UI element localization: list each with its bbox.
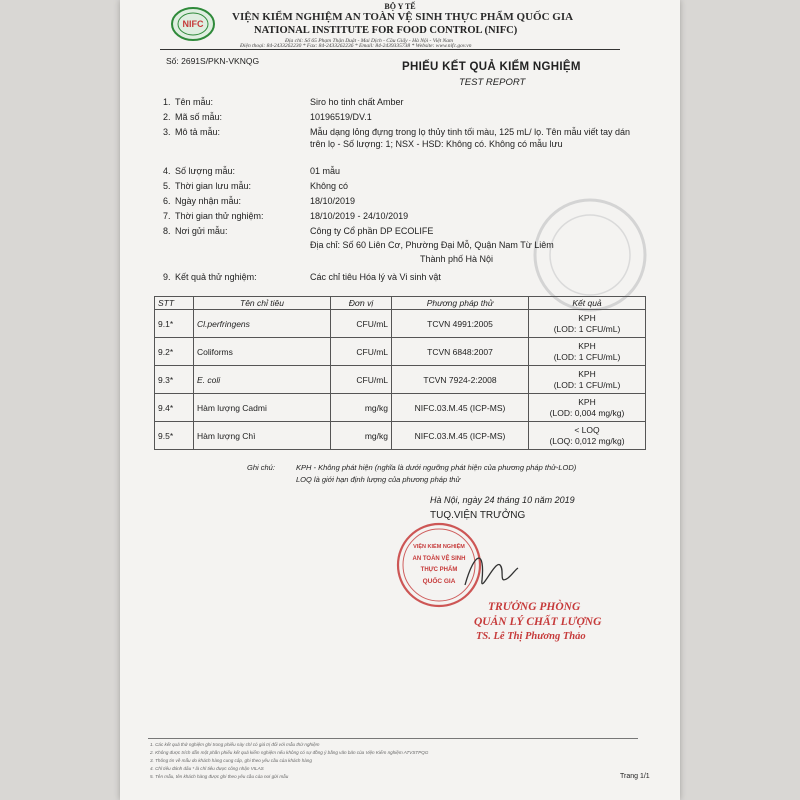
- field-num: 3.: [163, 127, 171, 137]
- cell-unit: mg/kg: [331, 394, 392, 422]
- cell-method: TCVN 4991:2005: [392, 310, 529, 338]
- field-value-sender: Công ty Cổ phần DP ECOLIFE: [310, 226, 434, 236]
- field-num: 8.: [163, 226, 171, 236]
- field-value-received-date: 18/10/2019: [310, 196, 356, 206]
- table-row: [155, 310, 646, 338]
- cell-unit: CFU/mL: [331, 338, 392, 366]
- cell-stt: 9.1*: [155, 310, 194, 338]
- place-and-date: Hà Nội, ngày 24 tháng 10 năm 2019: [430, 495, 575, 505]
- cell-method: TCVN 6848:2007: [392, 338, 529, 366]
- signatory-name: TS. Lê Thị Phương Thảo: [476, 631, 586, 642]
- footer-note: 5. Tên mẫu, tên khách hàng được ghi theo yêu cầu của nơi gửi mẫu: [150, 774, 289, 779]
- field-label-description: Mô tả mẫu:: [175, 127, 221, 137]
- note-kph: KPH - Không phát hiện (nghĩa là dưới ngưỡng phát hiện của phương pháp thử-LOD): [296, 463, 577, 472]
- cell-stt: 9.4*: [155, 394, 194, 422]
- field-value-test-result: Các chỉ tiêu Hóa lý và Vi sinh vật: [310, 272, 441, 282]
- field-num: 4.: [163, 166, 171, 176]
- column-header-result: Kết quả: [529, 297, 646, 310]
- field-label-storage-time: Thời gian lưu mẫu:: [175, 181, 251, 191]
- page-number: Trang 1/1: [620, 773, 650, 780]
- institute-contact: Điện thoại: 84-2433262230 * Fax: 84-2433262236 * Email: 84-2439335738 * Website: www.nifc.gov.vn: [240, 43, 472, 49]
- stamp-text-line: THỰC PHẨM: [420, 567, 458, 573]
- field-label-sample-name: Tên mẫu:: [175, 97, 214, 107]
- result-value: KPH: [578, 340, 596, 351]
- cell-method: NIFC.03.M.45 (ICP-MS): [392, 422, 529, 450]
- cell-method: TCVN 7924-2:2008: [392, 366, 529, 394]
- field-label-sample-code: Mã số mẫu:: [175, 112, 223, 122]
- signatory-department: QUẢN LÝ CHẤT LƯỢNG: [474, 616, 602, 628]
- cell-unit: CFU/mL: [331, 366, 392, 394]
- logo-text: NIFC: [182, 19, 204, 29]
- result-value: KPH: [578, 312, 596, 323]
- result-value: < LOQ: [574, 424, 600, 435]
- table-row: [155, 366, 646, 394]
- nifc-logo-icon: [170, 6, 216, 42]
- result-limit: (LOQ: 0,012 mg/kg): [549, 435, 625, 446]
- signatory-authority: TUQ.VIỆN TRƯỞNG: [430, 510, 526, 521]
- sender-address-line-1: Địa chỉ: Số 60 Liên Cơ, Phường Đại Mỗ, Quận Nam Từ Liêm: [310, 240, 554, 250]
- cell-parameter: Coliforms: [194, 338, 331, 366]
- field-label-received-date: Ngày nhận mẫu:: [175, 196, 242, 206]
- ministry-name: BỘ Y TẾ: [384, 2, 416, 11]
- note-loq: LOQ là giới hạn định lượng của phương pháp thử: [296, 475, 461, 484]
- cell-result: [529, 338, 646, 366]
- stamp-text-line: VIỆN KIỂM NGHIỆM: [413, 544, 465, 550]
- field-label-sender: Nơi gửi mẫu:: [175, 226, 228, 236]
- footer-note: 2. Không được trích dẫn một phần phiếu kết quả kiểm nghiệm nếu không có sự đồng ý bằng văn bản của Viện Kiểm nghiệm ATVSTPQG: [150, 750, 429, 755]
- institute-address: Địa chỉ: Số 65 Phạm Thận Duật - Mai Dịch - Cầu Giấy - Hà Nội - Việt Nam: [285, 38, 453, 44]
- report-subtitle: TEST REPORT: [459, 77, 526, 88]
- field-label-test-result: Kết quả thử nghiệm:: [175, 272, 257, 282]
- cell-parameter: Hàm lượng Cadmi: [194, 394, 331, 422]
- cell-stt: 9.5*: [155, 422, 194, 450]
- signatory-title: TRƯỞNG PHÒNG: [488, 601, 581, 613]
- cell-parameter: Cl.perfringens: [194, 310, 331, 338]
- cell-result: [529, 366, 646, 394]
- cell-stt: 9.2*: [155, 338, 194, 366]
- table-row: [155, 394, 646, 422]
- column-header-method: Phương pháp thử: [392, 297, 529, 310]
- field-value-description: Mẫu dạng lỏng đựng trong lọ thủy tinh tối màu, 125 mL/ lọ. Tên mẫu viết tay dán trên lọ - Số lượng: 1; NSX - HSD: Không có. Không có mẫu lưu: [310, 127, 631, 149]
- institute-name-vn: VIỆN KIỂM NGHIỆM AN TOÀN VỆ SINH THỰC PHẨM QUỐC GIA: [232, 11, 574, 23]
- table-row: [155, 338, 646, 366]
- footer-note: 4. Chỉ tiêu đánh dấu * là chỉ tiêu được công nhận VILAS: [150, 766, 264, 771]
- field-label-quantity: Số lượng mẫu:: [175, 166, 235, 176]
- cell-result: [529, 422, 646, 450]
- field-num: 6.: [163, 196, 171, 206]
- notes-label: Ghi chú:: [247, 463, 275, 472]
- result-value: KPH: [578, 396, 596, 407]
- result-limit: (LOD: 0,004 mg/kg): [549, 407, 625, 418]
- cell-parameter: Hàm lượng Chì: [194, 422, 331, 450]
- footer-divider: [148, 738, 638, 739]
- field-label-test-period: Thời gian thử nghiệm:: [175, 211, 264, 221]
- cell-parameter: E. coli: [194, 366, 331, 394]
- test-report-page: [120, 0, 680, 800]
- result-limit: (LOD: 1 CFU/mL): [553, 323, 621, 334]
- handwritten-signature-icon: [460, 540, 520, 600]
- column-header-unit: Đơn vị: [331, 297, 392, 310]
- report-title: PHIẾU KẾT QUẢ KIỂM NGHIỆM: [402, 61, 581, 73]
- cell-result: [529, 394, 646, 422]
- field-value-sample-code: 10196519/DV.1: [310, 112, 372, 122]
- header-divider: [160, 49, 620, 50]
- column-header-stt: STT: [155, 297, 194, 310]
- result-limit: (LOD: 1 CFU/mL): [553, 379, 621, 390]
- footer-note: 3. Thông tin về mẫu do khách hàng cung cấp, ghi theo yêu cầu của khách hàng: [150, 758, 312, 763]
- table-header-row: [155, 297, 646, 310]
- stamp-text-line: QUỐC GIA: [422, 578, 456, 585]
- footer-note: 1. Các kết quả thử nghiệm ghi trong phiếu này chỉ có giá trị đối với mẫu thử nghiệm: [150, 742, 320, 747]
- result-limit: (LOD: 1 CFU/mL): [553, 351, 621, 362]
- cell-unit: CFU/mL: [331, 310, 392, 338]
- cell-stt: 9.3*: [155, 366, 194, 394]
- field-value-test-period: 18/10/2019 - 24/10/2019: [310, 211, 409, 221]
- stamp-text-line: AN TOÀN VỆ SINH: [412, 556, 466, 562]
- cell-result: [529, 310, 646, 338]
- report-number: Số: 2691S/PKN-VKNQG: [166, 56, 260, 66]
- table-row: [155, 422, 646, 450]
- results-table: [154, 296, 646, 450]
- field-value-storage-time: Không có: [310, 181, 349, 191]
- sender-address-line-2: Thành phố Hà Nội: [420, 254, 494, 264]
- field-num: 7.: [163, 211, 171, 221]
- field-num: 9.: [163, 272, 171, 282]
- field-value-quantity: 01 mẫu: [310, 166, 341, 176]
- field-num: 5.: [163, 181, 171, 191]
- institute-name-en: NATIONAL INSTITUTE FOR FOOD CONTROL (NIFC): [254, 25, 518, 36]
- cell-method: NIFC.03.M.45 (ICP-MS): [392, 394, 529, 422]
- column-header-parameter: Tên chỉ tiêu: [194, 297, 331, 310]
- field-num: 1.: [163, 97, 171, 107]
- cell-unit: mg/kg: [331, 422, 392, 450]
- report-header: [120, 0, 680, 50]
- result-value: KPH: [578, 368, 596, 379]
- field-value-sample-name: Siro ho tinh chất Amber: [310, 97, 404, 107]
- field-num: 2.: [163, 112, 171, 122]
